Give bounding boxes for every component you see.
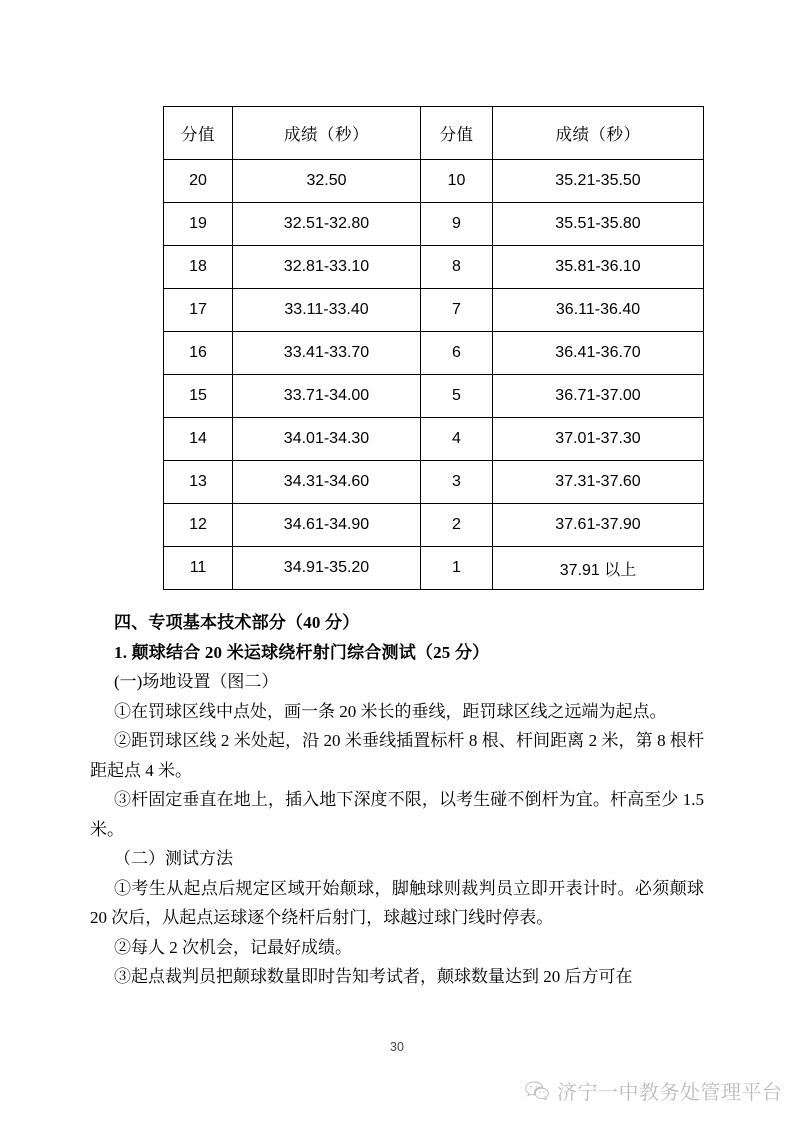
setup-item-3: ③杆固定垂直在地上，插入地下深度不限，以考生碰不倒杆为宜。杆高至少 1.5 米。 [90,790,704,839]
cell-score-right: 3 [421,461,493,504]
cell-score-right: 10 [421,160,493,203]
cell-score-right: 8 [421,246,493,289]
column-header-time-right: 成绩（秒） [493,107,704,160]
cell-time-left: 33.11-33.40 [233,289,421,332]
cell-time-left: 34.61-34.90 [233,504,421,547]
cell-time-right: 36.11-36.40 [493,289,704,332]
cell-score-left: 18 [164,246,233,289]
table-row [164,461,704,504]
cell-score-left: 17 [164,289,233,332]
cell-time-left: 33.41-33.70 [233,332,421,375]
table-body [164,160,704,590]
cell-score-right: 6 [421,332,493,375]
score-table-container [163,106,703,590]
cell-time-left: 34.31-34.60 [233,461,421,504]
table-row [164,203,704,246]
watermark [524,1076,783,1105]
setup-item-2: ②距罚球区线 2 米处起，沿 20 米垂线插置标杆 8 根、杆间距离 2 米，第 8 根杆距起点 4 米。 [90,731,704,780]
cell-time-left: 34.91-35.20 [233,547,421,590]
table-row [164,504,704,547]
method-item-2: ②每人 2 次机会，记最好成绩。 [114,937,352,957]
cell-score-right: 1 [421,547,493,590]
subheading-field-setup: (一)场地设置（图二） [114,672,279,691]
cell-time-right: 37.01-37.30 [493,418,704,461]
cell-time-right: 35.81-36.10 [493,246,704,289]
cell-score-left: 14 [164,418,233,461]
method-item-1: ①考生从起点后规定区域开始颠球，脚触球则裁判员立即开表计时。必须颠球 20 次后，从起点运球逐个绕杆后射门，球越过球门线时停表。 [90,878,704,927]
cell-score-right: 9 [421,203,493,246]
cell-score-right: 4 [421,418,493,461]
table-row [164,418,704,461]
cell-score-left: 20 [164,160,233,203]
cell-score-right: 2 [421,504,493,547]
cell-time-left: 34.01-34.30 [233,418,421,461]
wechat-icon [524,1080,550,1102]
method-item-3: ③起点裁判员把颠球数量即时告知考试者，颠球数量达到 20 后方可在 [114,967,633,986]
column-header-score-left: 分值 [164,107,233,160]
table-row [164,332,704,375]
cell-score-left: 12 [164,504,233,547]
cell-score-left: 16 [164,332,233,375]
cell-score-left: 11 [164,547,233,590]
cell-score-right: 7 [421,289,493,332]
table-row [164,547,704,590]
cell-time-right: 37.31-37.60 [493,461,704,504]
page-number: 30 [390,1040,404,1054]
cell-time-right: 37.91 以上 [493,547,704,590]
cell-time-left: 32.51-32.80 [233,203,421,246]
watermark-label: 济宁一中教务处管理平台 [557,1082,783,1104]
cell-time-right: 35.21-35.50 [493,160,704,203]
cell-score-left: 15 [164,375,233,418]
table-row [164,246,704,289]
cell-time-right: 36.71-37.00 [493,375,704,418]
cell-score-left: 19 [164,203,233,246]
setup-item-1: ①在罚球区线中点处，画一条 20 米长的垂线，距罚球区线之远端为起点。 [114,701,667,721]
cell-score-left: 13 [164,461,233,504]
column-header-time-left: 成绩（秒） [233,107,421,160]
cell-time-left: 32.50 [233,160,421,203]
cell-time-right: 37.61-37.90 [493,504,704,547]
cell-time-right: 36.41-36.70 [493,332,704,375]
cell-score-right: 5 [421,375,493,418]
cell-time-left: 32.81-33.10 [233,246,421,289]
table-row [164,375,704,418]
item-heading: 1. 颠球结合 20 米运球绕杆射门综合测试（25 分） [114,642,490,662]
score-table [163,106,704,590]
table-row [164,289,704,332]
cell-time-right: 35.51-35.80 [493,203,704,246]
table-row [164,160,704,203]
column-header-score-right: 分值 [421,107,493,160]
subheading-test-method: （二）测试方法 [114,849,233,868]
document-body [90,608,704,992]
cell-time-left: 33.71-34.00 [233,375,421,418]
section-heading: 四、专项基本技术部分（40 分） [114,613,360,632]
table-header-row [164,107,704,160]
